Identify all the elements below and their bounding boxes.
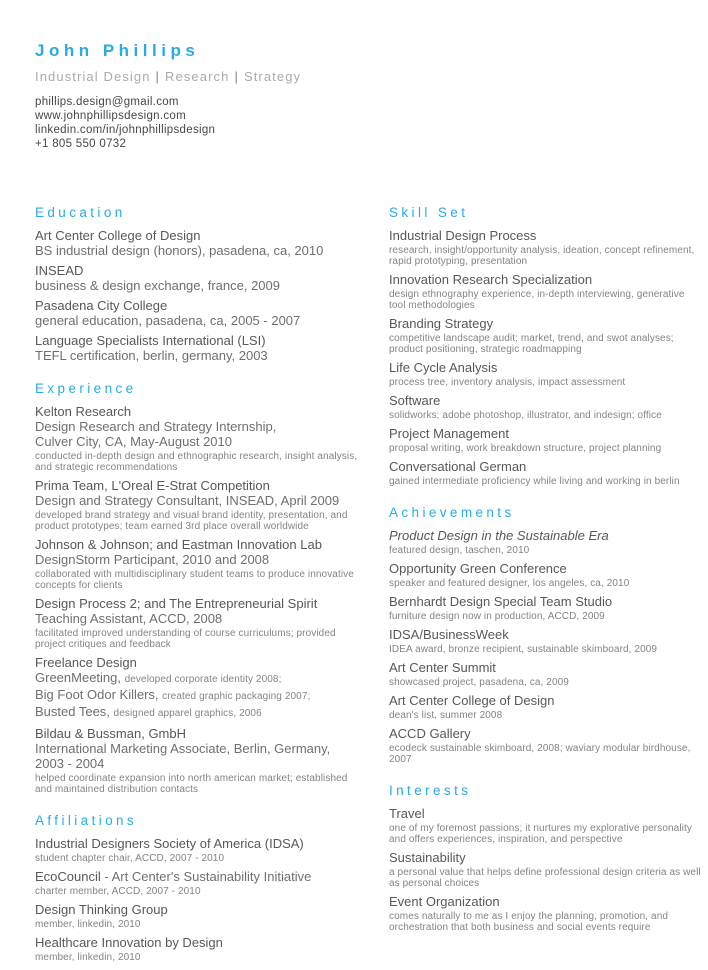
resume-entry <box>389 850 701 889</box>
resume-entry <box>35 726 367 795</box>
resume-entry <box>35 596 367 650</box>
resume-entry <box>35 478 367 532</box>
tagline <box>35 69 696 84</box>
entry-desc: member, linkedin, 2010 <box>35 952 141 963</box>
entry-desc: process tree, inventory analysis, impact assessment <box>389 377 626 388</box>
section-affiliations <box>35 813 367 963</box>
tagline-separator: | <box>234 69 239 84</box>
entry-title: Industrial Design Process <box>389 228 537 243</box>
entry-title: Event Organization <box>389 894 500 909</box>
resume-entry <box>389 660 701 688</box>
entry-sub: business & design exchange, france, 2009 <box>35 278 281 293</box>
contact-line: linkedin.com/in/johnphillipsdesign <box>35 124 216 136</box>
entry-title: Prima Team, L'Oreal E-Strat Competition <box>35 478 270 493</box>
person-name: John Phillips <box>35 41 200 60</box>
entry-segment-sub: Big Foot Odor Killers, <box>35 687 163 702</box>
entry-title: Life Cycle Analysis <box>389 360 498 375</box>
entry-title: Healthcare Innovation by Design <box>35 935 223 950</box>
entry-title: Design Thinking Group <box>35 902 168 917</box>
section-interests <box>389 783 701 933</box>
entry-desc: competitive landscape audit; market, trend, and swot analyses; product positioning, strategic roadmapping <box>389 333 674 355</box>
left-column <box>35 205 367 970</box>
resume-entry <box>389 528 701 556</box>
entry-desc: a personal value that helps define professional design criteria as well as personal choices <box>389 867 701 889</box>
entry-line-mixed <box>35 869 367 884</box>
entry-desc: featured design, taschen, 2010 <box>389 545 530 556</box>
entry-title: Sustainability <box>389 850 466 865</box>
entry-title: Design Process 2; and The Entrepreneurial Spirit <box>35 596 318 611</box>
resume-entry <box>389 726 701 765</box>
section-heading-skill-set: Skill Set <box>389 205 469 220</box>
entry-segment-desc: designed apparel graphics, 2006 <box>113 708 262 719</box>
entry-line-mixed <box>35 704 367 721</box>
resume-header <box>35 42 696 151</box>
entry-title: INSEAD <box>35 263 84 278</box>
entry-sub: Design Research and Strategy Internship, <box>35 419 277 434</box>
entry-desc: member, linkedin, 2010 <box>35 919 141 930</box>
resume-entry <box>389 316 701 355</box>
tagline-separator: | <box>155 69 161 84</box>
entry-sub: 2003 - 2004 <box>35 756 105 771</box>
entry-title: Kelton Research <box>35 404 132 419</box>
entry-line-mixed <box>35 670 367 687</box>
entry-segment-sub: - Art Center's Sustainability Initiative <box>100 869 312 884</box>
section-heading-affiliations: Affiliations <box>35 813 138 828</box>
entry-desc: research, insight/opportunity analysis, ideation, concept refinement, rapid prototyping, presentation <box>389 245 695 267</box>
section-skill-set <box>389 205 701 487</box>
entry-desc: ecodeck sustainable skimboard, 2008; waviary modular birdhouse, 2007 <box>389 743 691 765</box>
contact-line: www.johnphillipsdesign.com <box>35 110 186 122</box>
entry-desc: speaker and featured designer, los angeles, ca, 2010 <box>389 578 630 589</box>
resume-entry <box>35 404 367 473</box>
entry-sub: DesignStorm Participant, 2010 and 2008 <box>35 552 270 567</box>
entry-title: Project Management <box>389 426 509 441</box>
entry-title: Innovation Research Specialization <box>389 272 593 287</box>
contact-block <box>35 95 696 151</box>
entry-sub: BS industrial design (honors), pasadena, ca, 2010 <box>35 243 324 258</box>
entry-title: ACCD Gallery <box>389 726 471 741</box>
section-experience <box>35 381 367 795</box>
entry-title: Art Center College of Design <box>35 228 201 243</box>
entry-desc: conducted in-depth design and ethnographic research, insight analysis, and strategic recommendations <box>35 451 358 473</box>
entry-title: Travel <box>389 806 425 821</box>
entry-sub: TEFL certification, berlin, germany, 2003 <box>35 348 268 363</box>
entry-desc: showcased project, pasadena, ca, 2009 <box>389 677 569 688</box>
entry-title: Johnson & Johnson; and Eastman Innovation Lab <box>35 537 322 552</box>
entry-desc: charter member, ACCD, 2007 - 2010 <box>35 886 201 897</box>
entry-title: Software <box>389 393 441 408</box>
contact-line: phillips.design@gmail.com <box>35 96 179 108</box>
entry-desc: solidworks; adobe photoshop, illustrator, and indesign; office <box>389 410 662 421</box>
entry-desc: comes naturally to me as I enjoy the planning, promotion, and orchestration that both business and social events require <box>389 911 669 933</box>
entry-title: Art Center College of Design <box>389 693 555 708</box>
entry-desc: facilitated improved understanding of course curriculums; provided project critiques and feedback <box>35 628 336 650</box>
entry-desc: helped coordinate expansion into north american market; established and maintained distribution contacts <box>35 773 348 795</box>
entry-title: Pasadena City College <box>35 298 168 313</box>
entry-desc: IDEA award, bronze recipient, sustainable skimboard, 2009 <box>389 644 658 655</box>
contact-line: +1 805 550 0732 <box>35 138 127 150</box>
resume-entry <box>35 298 367 328</box>
entry-title: Industrial Designers Society of America (IDSA) <box>35 836 304 851</box>
resume-entry <box>389 561 701 589</box>
section-heading-interests: Interests <box>389 783 472 798</box>
section-heading-achievements: Achievements <box>389 505 515 520</box>
entry-desc: proposal writing, work breakdown structure, project planning <box>389 443 662 454</box>
entry-title: Art Center Summit <box>389 660 496 675</box>
section-heading-experience: Experience <box>35 381 137 396</box>
resume-entry <box>35 333 367 363</box>
entry-line-mixed <box>35 687 367 704</box>
entry-segment-desc: developed corporate identity 2008; <box>124 674 282 685</box>
entry-title: Freelance Design <box>35 655 137 670</box>
resume-entry <box>389 806 701 845</box>
tagline-part: Research <box>165 69 230 84</box>
resume-entry <box>389 627 701 655</box>
resume-entry <box>389 594 701 622</box>
resume-entry <box>389 426 701 454</box>
resume-entry <box>35 902 367 930</box>
resume-entry <box>35 263 367 293</box>
resume-entry <box>35 537 367 591</box>
entry-sub: general education, pasadena, ca, 2005 - 2007 <box>35 313 301 328</box>
entry-sub: Culver City, CA, May-August 2010 <box>35 434 232 449</box>
entry-title: Bildau & Bussman, GmbH <box>35 726 187 741</box>
entry-desc: student chapter chair, ACCD, 2007 - 2010 <box>35 853 225 864</box>
entry-title: Conversational German <box>389 459 527 474</box>
entry-title: Branding Strategy <box>389 316 494 331</box>
entry-desc: collaborated with multidisciplinary student teams to produce innovative concepts for clients <box>35 569 354 591</box>
entry-sub: Design and Strategy Consultant, INSEAD, April 2009 <box>35 493 340 508</box>
entry-desc: developed brand strategy and visual brand identity, presentation, and product prototypes; team earned 3rd place overall worldwide <box>35 510 348 532</box>
entry-title: Opportunity Green Conference <box>389 561 567 576</box>
entry-desc: furniture design now in production, ACCD, 2009 <box>389 611 605 622</box>
right-column <box>389 205 701 970</box>
resume-entry <box>35 228 367 258</box>
resume-entry <box>35 655 367 721</box>
entry-desc: one of my foremost passions; it nurtures my explorative personality and offers experiences, inspiration, and perspective <box>389 823 692 845</box>
resume-entry <box>389 228 701 267</box>
entry-title: Language Specialists International (LSI) <box>35 333 266 348</box>
tagline-part: Strategy <box>243 69 302 84</box>
entry-segment-desc: created graphic packaging 2007; <box>162 691 311 702</box>
section-heading-education: Education <box>35 205 126 220</box>
resume-entry <box>389 894 701 933</box>
section-education <box>35 205 367 363</box>
section-achievements <box>389 505 701 765</box>
entry-title-italic: Product Design in the Sustainable Era <box>389 528 609 543</box>
resume-entry <box>35 836 367 864</box>
resume-entry <box>389 272 701 311</box>
two-column-layout <box>35 205 701 970</box>
entry-desc: design ethnography experience, in-depth interviewing, generative tool methodologies <box>389 289 685 311</box>
resume-entry <box>389 459 701 487</box>
entry-sub: International Marketing Associate, Berlin, Germany, <box>35 741 331 756</box>
entry-segment-title: EcoCouncil <box>35 869 101 884</box>
entry-segment-sub: Busted Tees, <box>35 704 114 719</box>
entry-desc: gained intermediate proficiency while living and working in berlin <box>389 476 680 487</box>
entry-desc: dean's list, summer 2008 <box>389 710 503 721</box>
resume-entry <box>35 869 367 897</box>
tagline-part: Industrial Design <box>35 69 151 84</box>
resume-entry <box>35 935 367 963</box>
resume-entry <box>389 693 701 721</box>
entry-sub: Teaching Assistant, ACCD, 2008 <box>35 611 223 626</box>
entry-segment-sub: GreenMeeting, <box>35 670 125 685</box>
entry-title: Bernhardt Design Special Team Studio <box>389 594 613 609</box>
entry-title: IDSA/BusinessWeek <box>389 627 509 642</box>
resume-entry <box>389 393 701 421</box>
resume-entry <box>389 360 701 388</box>
